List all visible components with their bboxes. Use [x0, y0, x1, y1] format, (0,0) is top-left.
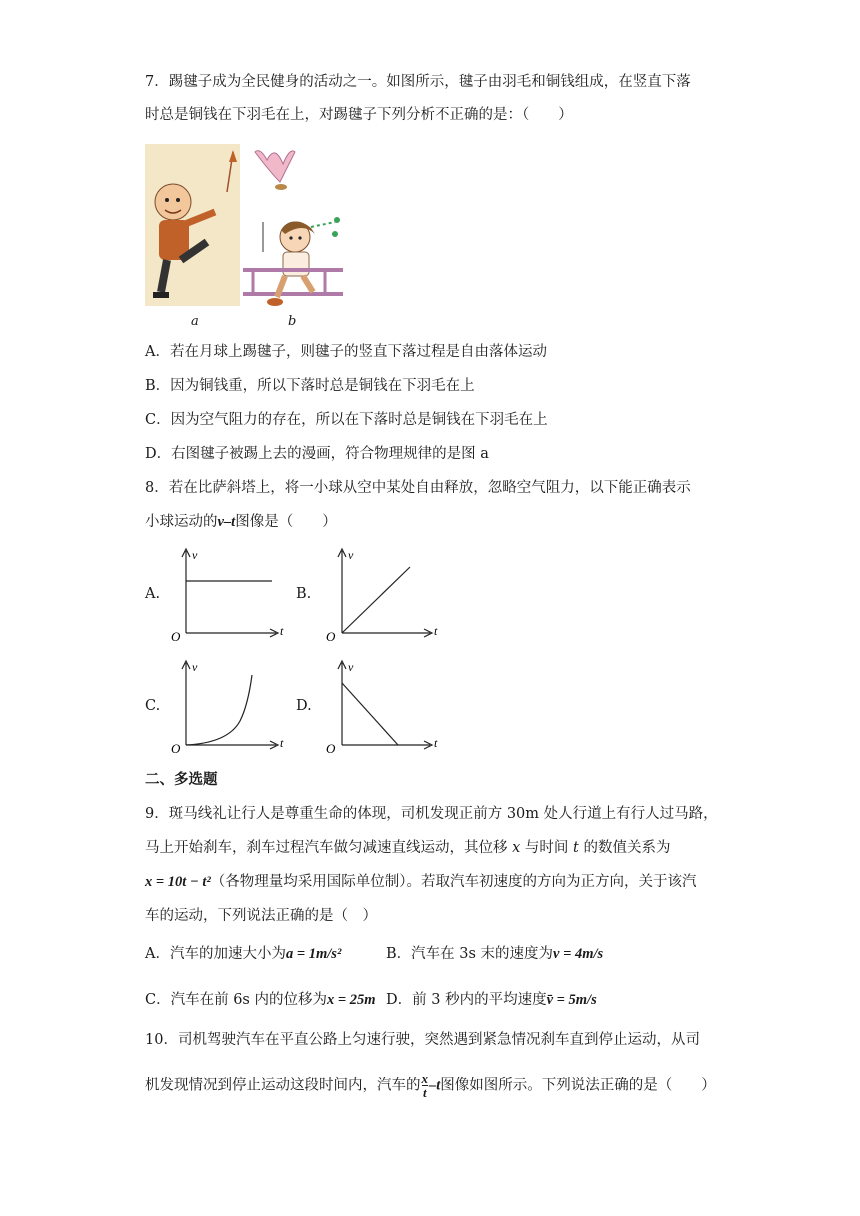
q9-option-b-text: B．汽车在 3s 末的速度为 — [386, 946, 554, 962]
q9-var-t: t — [573, 840, 579, 856]
graph-d-t: t — [434, 736, 438, 750]
q9-equation: x = 10t − t² — [145, 874, 211, 890]
graph-c-origin: O — [171, 741, 181, 756]
q9-line1: 9．斑马线礼让行人是尊重生命的体现，司机发现正前方 30m 处人行道上有行人过马路， — [145, 806, 718, 822]
graph-c-v: v — [192, 660, 198, 674]
graph-a — [168, 545, 288, 645]
q9-line2-c: 的数值关系为 — [578, 840, 671, 856]
q10-line2-text: 机发现情况到停止运动这段时间内，汽车的 — [145, 1077, 421, 1094]
q9-line4: 车的运动，下列说法正确的是（ ） — [145, 908, 377, 924]
q8-line2 — [145, 512, 337, 532]
q10-frac-num: x — [421, 1071, 428, 1086]
q9-option-c-math: x = 25m — [326, 992, 376, 1008]
q9-line2-a: 马上开始刹车，刹车过程汽车做匀减速直线运动，其位移 — [145, 840, 513, 856]
graph-b-label: B. — [296, 586, 312, 602]
shuttlecock-cartoon-image — [145, 142, 345, 332]
q9-option-b — [386, 944, 603, 964]
graph-a-label: A. — [145, 586, 161, 602]
section-heading: 二、多选题 — [145, 771, 218, 788]
graph-d — [322, 657, 442, 757]
graph-d-origin: O — [326, 741, 336, 756]
q9-option-c — [145, 990, 376, 1010]
q10-line2-tail: 图像如图所示。下列说法正确的是（ ） — [440, 1077, 716, 1094]
q10-line2 — [145, 1072, 716, 1099]
graph-a-origin: O — [171, 629, 181, 644]
graph-d-label: D. — [296, 698, 312, 714]
graph-c-t: t — [280, 736, 284, 750]
graph-b — [322, 545, 442, 645]
q9-line3 — [145, 872, 696, 892]
q7-option-c: C．因为空气阻力的存在，所以在下落时总是铜钱在下羽毛在上 — [145, 412, 548, 428]
vt-math: v–t — [217, 514, 236, 530]
q9-line3-text: （各物理量均采用国际单位制）。若取汽车初速度的方向为正方向，关于该汽 — [210, 874, 697, 890]
q9-line2-b: 与时间 — [520, 840, 574, 856]
graph-c — [168, 657, 288, 757]
q9-option-c-text: C．汽车在前 6s 内的位移为 — [145, 992, 327, 1008]
q8-line2-tail: 图像是（ ） — [235, 514, 337, 530]
graph-a-v: v — [192, 548, 198, 562]
q7-option-d: D．右图毽子被踢上去的漫画，符合物理规律的是图 a — [145, 446, 489, 462]
graph-b-v: v — [348, 548, 354, 562]
q7-option-a: A．若在月球上踢毽子，则毽子的竖直下落过程是自由落体运动 — [145, 344, 547, 360]
q7-line1: 7．踢毽子成为全民健身的活动之一。如图所示，毽子由羽毛和铜钱组成，在竖直下落 — [145, 74, 691, 90]
q7-option-b: B．因为铜钱重，所以下落时总是铜钱在下羽毛在上 — [145, 378, 475, 394]
caption-a: a — [191, 314, 199, 329]
q8-line2-text: 小球运动的 — [145, 514, 218, 530]
q9-option-a-math: a = 1m/s² — [285, 946, 342, 962]
graph-b-origin: O — [326, 629, 336, 644]
graph-b-t: t — [434, 624, 438, 638]
q7-line2: 时总是铜钱在下羽毛在上，对踢毽子下列分析不正确的是：（ ） — [145, 107, 573, 123]
q9-line2 — [145, 838, 670, 858]
graph-d-v: v — [348, 660, 354, 674]
q9-option-b-math: v = 4m/s — [553, 946, 604, 962]
q9-option-a — [145, 944, 341, 964]
graph-c-label: C. — [145, 698, 161, 714]
q10-frac-post: –t — [429, 1077, 441, 1094]
q10-fraction — [422, 1072, 429, 1099]
q9-var-x: x — [512, 840, 521, 856]
q9-option-d-math: v̄ = 5m/s — [546, 992, 597, 1008]
q8-line1: 8．若在比萨斜塔上，将一小球从空中某处自由释放，忽略空气阻力，以下能正确表示 — [145, 480, 691, 496]
q9-option-d-text: D．前 3 秒内的平均速度 — [386, 992, 547, 1008]
graph-a-t: t — [280, 624, 284, 638]
q9-option-d — [386, 990, 597, 1010]
caption-b: b — [288, 314, 297, 329]
q7-illustration — [145, 142, 345, 332]
q10-line1: 10．司机驾驶汽车在平直公路上匀速行驶，突然遇到紧急情况刹车直到停止运动，从司 — [145, 1032, 700, 1048]
q10-frac-den: t — [422, 1085, 427, 1100]
q9-option-a-text: A．汽车的加速大小为 — [145, 946, 286, 962]
